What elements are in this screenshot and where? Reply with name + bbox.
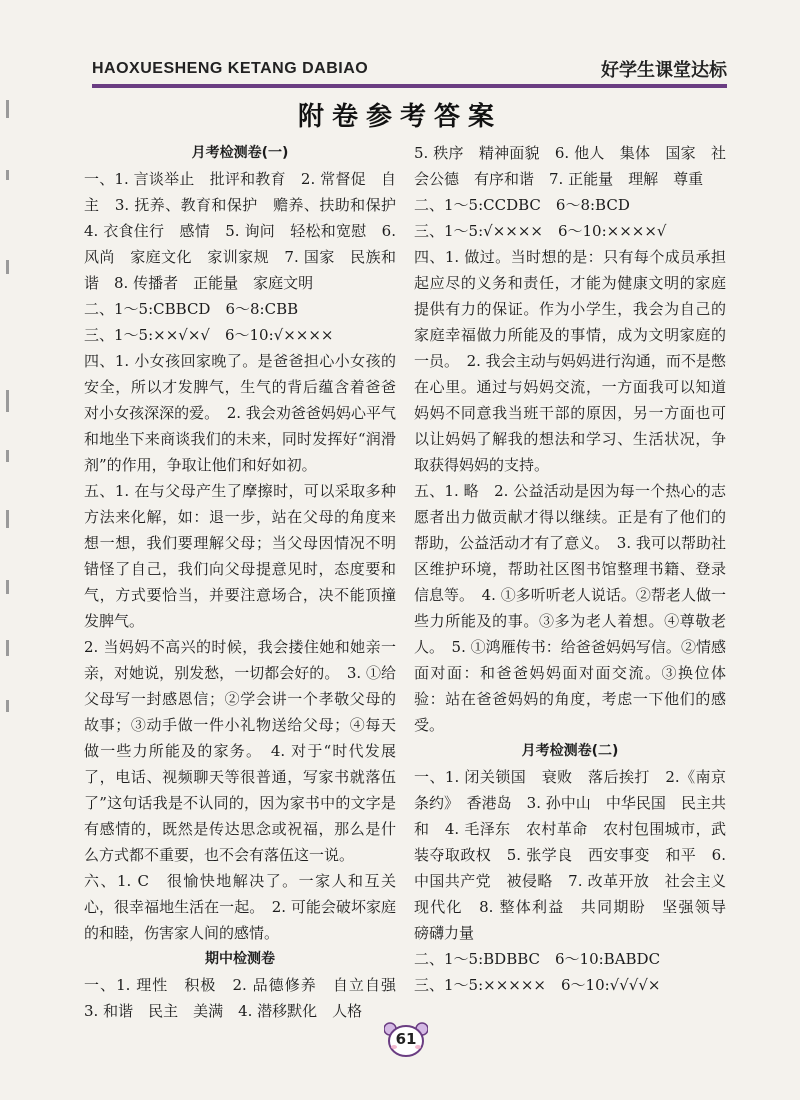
answer-paragraph: 三、1～5:√×××× 6～10:××××√ (414, 222, 667, 240)
header-book-title: 好学生课堂达标 (601, 60, 727, 81)
section-heading: 月考检测卷(二) (521, 743, 619, 759)
answer-paragraph: 一、1. 闭关锁国 衰败 落后挨打 2.《南京条约》 香港岛 3. 孙中山 中华民国 民主共和 4. 毛泽东 农村革命 农村包围城市，武装夺取政权 5. 张学良 西安事变 和平 6. 中国共产党 被侵略 7. 改革开放 社会主义现代化 8. 整体利益 共同期盼 坚强领导 磅礴力量 (414, 768, 742, 942)
answer-paragraph: 一、1. 言谈举止 批评和教育 2. 常督促 自主 3. 抚养、教育和保护 赡养、扶助和保护 4. 衣食住行 感情 5. 询问 轻松和宽慰 6. 风尚 家庭文化 家训家规 7. 国家 民族和谐 8. 传播者 正能量 家庭文明 (84, 170, 412, 292)
answer-paragraph: 五、1. 略 2. 公益活动是因为每一个热心的志愿者出力做贡献才得以继续。正是有了他们的帮助，公益活动才有了意义。 3. 我可以帮助社区维护环境，帮助社区图书馆整理书籍、登录信息等。 4. ①多听听老人说话。②帮老人做一些力所能及的事。③多为老人着想。④尊敬老人。 5. ①鸿雁传书：给爸爸妈妈写信。②情感面对面：和爸爸妈妈面对面交流。③换位体验：站在爸爸妈妈的角度，考虑一下他们的感受。 (414, 482, 726, 734)
answer-paragraph: 三、1～5:××××× 6～10:√√√√× (414, 976, 661, 994)
section-heading: 期中检测卷 (205, 951, 275, 967)
answer-paragraph: 四、1. 小女孩回家晚了。是爸爸担心小女孩的安全，所以才发脾气，生气的背后蕴含着爸爸对小女孩深深的爱。 2. 我会劝爸爸妈妈心平气和地坐下来商谈我们的未来，同时发挥好“润滑剂”的作用，争取让他们和好如初。 (84, 352, 396, 474)
left-column (84, 140, 412, 1024)
page-title: 附卷参考答案 (297, 102, 502, 132)
answer-paragraph: 三、1～5:××√×√ 6～10:√×××× (84, 326, 334, 344)
answer-paragraph: 二、1～5:BDBBC 6～10:BABDC (414, 950, 661, 968)
right-column (414, 140, 742, 998)
section-heading: 月考检测卷(一) (191, 145, 289, 161)
answer-paragraph: 六、1. C 很愉快地解决了。一家人和互关心，很幸福地生活在一起。 2. 可能会破坏家庭的和睦，伤害家人间的感情。 (84, 872, 396, 942)
answer-paragraph: 5. 秩序 精神面貌 6. 他人 集体 国家 社会公德 有序和谐 7. 正能量 理解 尊重 (414, 144, 726, 188)
answer-paragraph: 二、1～5:CBBCD 6～8:CBB (84, 300, 299, 318)
answer-paragraph: 2. 当妈妈不高兴的时候，我会搂住她和她亲一亲，对她说，别发愁，一切都会好的。 3. ①给父母写一封感恩信；②学会讲一个孝敬父母的故事；③动手做一件小礼物送给父母；④每天做一些力所能及的家务。 4. 对于“时代发展了，电话、视频聊天等很普通，写家书就落伍了”这句话我是不认同的，因为家书中的文字是有感情的，既然是传达思念或祝福，那么是什么方式都不重要，也不会有落伍这一说。 (84, 638, 396, 864)
answer-paragraph: 四、1. 做过。当时想的是：只有每个成员承担起应尽的义务和责任，才能为健康文明的家庭提供有力的保证。作为小学生，我会为自己的家庭幸福做力所能及的事情，成为文明家庭的一员。 2. 我会主动与妈妈进行沟通，而不是憋在心里。通过与妈妈交流，一方面我可以知道妈妈不同意我当班干部的原因，另一方面也可以让妈妈了解我的想法和学习、生活状况，争取获得妈妈的支持。 (414, 248, 726, 474)
page-header (92, 56, 727, 88)
page-number: 61 (395, 1030, 417, 1048)
answer-paragraph: 二、1～5:CCDBC 6～8:BCD (414, 196, 630, 214)
header-pinyin: HAOXUESHENG KETANG DABIAO (92, 60, 369, 77)
binding-marks (4, 60, 18, 820)
answer-paragraph: 五、1. 在与父母产生了摩擦时，可以采取多种方法来化解，如：退一步，站在父母的角度来想一想，我们要理解父母；当父母因情况不明错怪了自己，我们向父母提意见时，态度要和气，方式要恰当，并要注意场合，决不能顶撞发脾气。 (84, 482, 396, 630)
page-number-badge (384, 1020, 428, 1058)
answer-paragraph: 一、1. 理性 积极 2. 品德修养 自立自强 3. 和谐 民主 美满 4. 潜移默化 人格 (84, 976, 412, 1020)
